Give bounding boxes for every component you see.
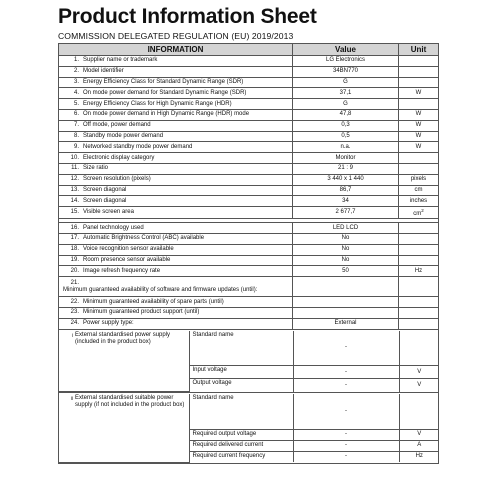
- row-value: [293, 307, 399, 318]
- row-information: [59, 120, 293, 131]
- row-value: No: [293, 255, 399, 266]
- row-label: Supplier name or trademark: [83, 57, 158, 64]
- psu-param-unit: V: [399, 429, 439, 440]
- row-unit: [399, 131, 439, 142]
- table-row: [59, 163, 439, 174]
- psu-param-row: [59, 331, 439, 366]
- row-information: [59, 244, 293, 255]
- table-row: [59, 196, 439, 207]
- table-row: [59, 255, 439, 266]
- table-row: [59, 77, 439, 88]
- row-value: 34BN770: [293, 66, 399, 77]
- row-label: Size ratio: [83, 165, 109, 172]
- unit-text: W: [415, 122, 422, 129]
- row-information: [59, 266, 293, 277]
- row-information: [59, 142, 293, 153]
- row-number: 1.: [73, 57, 79, 64]
- row-value: [293, 297, 399, 308]
- row-value: 50: [293, 266, 399, 277]
- row-unit: [399, 88, 439, 99]
- table-row: [59, 153, 439, 164]
- unit-text: inches: [409, 197, 428, 204]
- row-information: [59, 185, 293, 196]
- row-unit: [399, 56, 439, 67]
- psu-param-unit: A: [399, 440, 439, 451]
- row-information: [59, 207, 293, 219]
- row-number: 13.: [70, 186, 79, 193]
- row-information: [59, 153, 293, 164]
- row-number: 16.: [70, 224, 79, 231]
- row-value: G: [293, 77, 399, 88]
- table-row: [59, 297, 439, 308]
- row-information: [59, 66, 293, 77]
- row-value: No: [293, 233, 399, 244]
- row-value: 3 440 x 1 440: [293, 174, 399, 185]
- row-value: No: [293, 244, 399, 255]
- row-label: Minimum guaranteed product support (until): [83, 309, 200, 316]
- row-number: 21.: [70, 279, 79, 286]
- row-label: Networked standby mode power demand: [83, 143, 193, 150]
- row-information: [59, 297, 293, 308]
- psu-roman-numeral: ii: [59, 394, 73, 462]
- row-number: 23.: [70, 309, 79, 316]
- unit-text: W: [415, 143, 422, 150]
- row-value: 37,1: [293, 88, 399, 99]
- psu-param-unit: [399, 331, 439, 366]
- table-row: [59, 185, 439, 196]
- row-number: 11.: [71, 165, 79, 172]
- psu-param-name: Output voltage: [189, 379, 293, 392]
- row-information: [59, 109, 293, 120]
- psu-param-value: -: [293, 366, 399, 379]
- row-label: Screen diagonal: [83, 197, 127, 204]
- row-number: 19.: [70, 256, 79, 263]
- psu-group-row: [59, 329, 439, 393]
- row-unit: [399, 266, 439, 277]
- row-unit: [399, 277, 439, 297]
- psu-param-name: Required current frequency: [189, 451, 293, 462]
- row-value: G: [293, 99, 399, 110]
- row-label: Screen resolution (pixels): [83, 176, 151, 183]
- row-label: Panel technology used: [83, 224, 144, 231]
- row-unit: [399, 233, 439, 244]
- row-number: 9.: [73, 143, 79, 150]
- row-unit: [399, 223, 439, 234]
- table-row: [59, 131, 439, 142]
- row-number: 15.: [70, 209, 79, 216]
- row-unit: [399, 77, 439, 88]
- row-unit: [399, 99, 439, 110]
- row-number: 17.: [70, 235, 79, 242]
- psu-group: [59, 329, 439, 393]
- psu-param-name: Required output voltage: [189, 429, 293, 440]
- table-row: [59, 99, 439, 110]
- row-number: 24.: [70, 320, 79, 327]
- row-value: 21 : 9: [293, 163, 399, 174]
- row-unit: [399, 163, 439, 174]
- header-value: Value: [293, 44, 399, 56]
- row-number: 3.: [73, 78, 79, 85]
- row-number: 7.: [73, 122, 79, 129]
- info-table-body: [59, 56, 439, 464]
- psu-param-value: -: [293, 379, 399, 392]
- table-row: [59, 307, 439, 318]
- table-row: [59, 142, 439, 153]
- row-unit: [399, 255, 439, 266]
- row-number: 10.: [70, 154, 79, 161]
- psu-param-unit: V: [417, 381, 422, 388]
- row-number: 14.: [70, 197, 79, 204]
- table-row: [59, 277, 439, 297]
- table-row: [59, 266, 439, 277]
- row-value: External: [293, 318, 399, 329]
- psu-param-value: -: [293, 451, 399, 462]
- row-information: [59, 223, 293, 234]
- unit-text: cm: [413, 211, 422, 218]
- table-row: [59, 223, 439, 234]
- psu-param-unit: Hz: [415, 453, 423, 460]
- row-label: Off mode, power demand: [83, 122, 151, 129]
- psu-param-name: Required delivered current: [189, 440, 293, 451]
- row-value: LG Electronics: [293, 56, 399, 67]
- row-value: 2 677,7: [293, 207, 399, 219]
- info-table: [58, 43, 439, 464]
- row-unit: [399, 142, 439, 153]
- row-value: 47,8: [293, 109, 399, 120]
- row-label: Power supply type:: [83, 320, 134, 327]
- row-value: [293, 277, 399, 297]
- row-unit: [399, 297, 439, 308]
- header-unit: Unit: [399, 44, 439, 56]
- row-value: LED LCD: [293, 223, 399, 234]
- row-label: Visible screen area: [83, 209, 134, 216]
- table-row: [59, 318, 439, 329]
- row-information: [59, 174, 293, 185]
- table-row: [59, 109, 439, 120]
- row-label: Room presence sensor available: [83, 256, 171, 263]
- row-label: On mode power demand for Standard Dynamic Range (SDR): [83, 89, 247, 96]
- row-value: 86,7: [293, 185, 399, 196]
- row-label: On mode power demand in High Dynamic Range (HDR) mode: [83, 111, 250, 118]
- row-value: 0,5: [293, 131, 399, 142]
- row-label: Minimum guaranteed availability of spare parts (until): [83, 298, 224, 305]
- row-label: Automatic Brightness Control (ABC) available: [83, 235, 205, 242]
- row-label: Electronic display category: [83, 154, 155, 161]
- row-information: [59, 307, 293, 318]
- row-number: 2.: [73, 68, 79, 75]
- row-number: 22.: [70, 298, 79, 305]
- row-unit: [399, 318, 439, 329]
- row-unit: [399, 185, 439, 196]
- psu-param-row: [59, 394, 439, 429]
- table-row: [59, 120, 439, 131]
- row-number: 12.: [70, 176, 79, 183]
- row-unit: [399, 120, 439, 131]
- table-row: [59, 233, 439, 244]
- row-unit: [399, 196, 439, 207]
- row-information: [59, 99, 293, 110]
- row-information: [59, 277, 293, 297]
- row-unit: [399, 153, 439, 164]
- row-label: Standby mode power demand: [83, 132, 164, 139]
- row-unit: [399, 307, 439, 318]
- psu-description: External standardised power supply (included in the product box): [73, 331, 189, 392]
- table-row: [59, 88, 439, 99]
- row-unit: [399, 66, 439, 77]
- page-title: Product Information Sheet: [58, 5, 317, 28]
- unit-text: pixels: [410, 176, 427, 183]
- row-number: 6.: [73, 111, 79, 118]
- table-row: [59, 244, 439, 255]
- row-information: [59, 131, 293, 142]
- psu-param-name: Standard name: [189, 394, 293, 429]
- row-information: [59, 233, 293, 244]
- unit-text: cm: [414, 186, 423, 193]
- row-value: 34: [293, 196, 399, 207]
- row-information: [59, 318, 293, 329]
- row-information: [59, 163, 293, 174]
- product-information-sheet: [58, 4, 438, 464]
- psu-param-unit: [399, 394, 439, 429]
- row-label: Energy Efficiency Class for Standard Dynamic Range (SDR): [83, 78, 244, 85]
- psu-param-unit: V: [399, 366, 439, 379]
- psu-group: [59, 393, 439, 464]
- unit-text: W: [415, 89, 422, 96]
- psu-subtable: [59, 331, 439, 393]
- unit-text: Hz: [414, 267, 423, 274]
- row-label: Model identifier: [83, 68, 124, 75]
- psu-param-value: -: [293, 394, 399, 429]
- table-row: [59, 174, 439, 185]
- row-number: 4.: [73, 89, 79, 96]
- psu-roman-numeral: i: [59, 331, 73, 392]
- psu-param-name: Input voltage: [189, 366, 293, 379]
- row-label: Voice recognition sensor available: [83, 246, 174, 253]
- psu-param-value: -: [293, 440, 399, 451]
- row-value: n.a.: [293, 142, 399, 153]
- row-label: Energy Efficiency Class for High Dynamic Range (HDR): [83, 100, 232, 107]
- row-information: [59, 77, 293, 88]
- row-number: 5.: [73, 100, 79, 107]
- row-number: 20.: [70, 267, 79, 274]
- psu-param-name: Standard name: [189, 331, 293, 366]
- row-label: Image refresh frequency rate: [83, 267, 161, 274]
- unit-text: W: [415, 111, 422, 118]
- row-number: 18.: [70, 246, 79, 253]
- unit-superscript: 2: [421, 208, 424, 214]
- row-label: Screen diagonal: [83, 186, 127, 193]
- row-unit: [399, 207, 439, 219]
- psu-group-row: [59, 393, 439, 464]
- psu-description: External standardised suitable power supply (if not included in the product box): [73, 394, 189, 462]
- row-information: [59, 196, 293, 207]
- psu-param-value: -: [293, 331, 399, 366]
- table-row: [59, 66, 439, 77]
- row-information: [59, 56, 293, 67]
- row-label: Minimum guaranteed availability of software and firmware updates (until):: [63, 286, 258, 293]
- row-number: 8.: [73, 132, 79, 139]
- row-value: 0,3: [293, 120, 399, 131]
- row-unit: [399, 174, 439, 185]
- row-unit: [399, 244, 439, 255]
- unit-text: W: [415, 132, 422, 139]
- table-row: [59, 56, 439, 67]
- psu-param-value: -: [293, 429, 399, 440]
- row-information: [59, 88, 293, 99]
- row-value: Monitor: [293, 153, 399, 164]
- regulation-reference: COMMISSION DELEGATED REGULATION (EU) 2019/2013: [58, 31, 294, 41]
- header-information: INFORMATION: [59, 44, 293, 56]
- row-unit: [399, 109, 439, 120]
- row-information: [59, 255, 293, 266]
- psu-subtable: [59, 394, 439, 463]
- table-row: [59, 207, 439, 219]
